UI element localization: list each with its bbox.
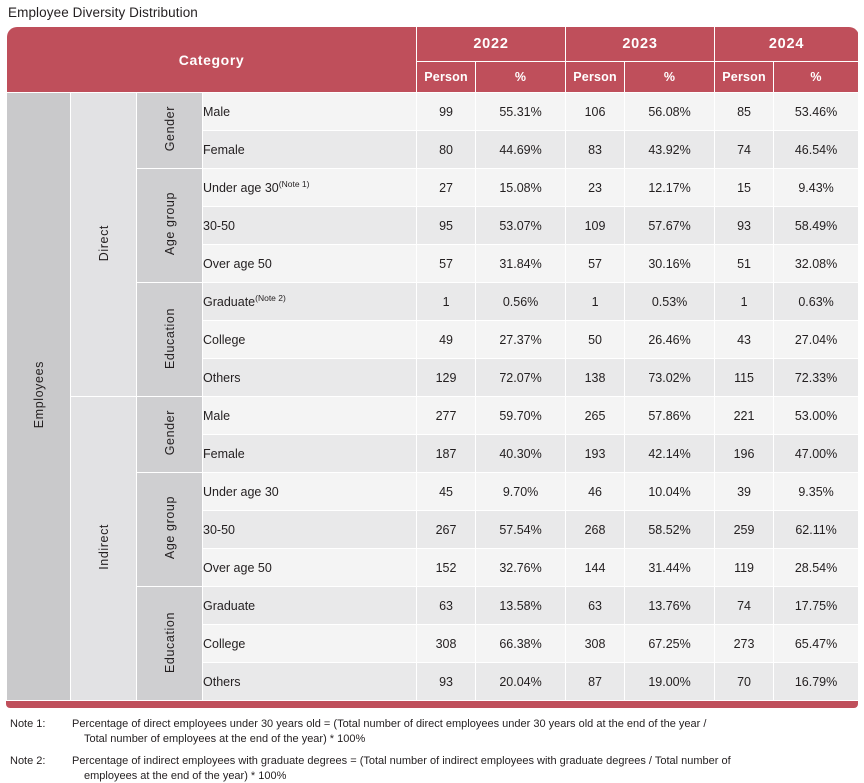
header-2022-percent: %: [476, 62, 566, 93]
cell-value: 119: [715, 549, 774, 587]
cell-value: 1: [417, 283, 476, 321]
footnote-2-text: [68, 754, 854, 783]
cell-value: 67.25%: [625, 625, 715, 663]
cell-value: 17.75%: [774, 587, 859, 625]
footnote-1-label: Note 1:: [10, 718, 46, 730]
cell-value: 19.00%: [625, 663, 715, 701]
cell-value: 106: [566, 93, 625, 131]
cell-value: 9.43%: [774, 169, 859, 207]
cell-value: 73.02%: [625, 359, 715, 397]
cell-value: 63: [566, 587, 625, 625]
cell-value: 15.08%: [476, 169, 566, 207]
cell-value: 187: [417, 435, 476, 473]
cell-value: 62.11%: [774, 511, 859, 549]
cell-value: 83: [566, 131, 625, 169]
header-2022-person: Person: [417, 62, 476, 93]
cell-value: 31.44%: [625, 549, 715, 587]
cell-value: 268: [566, 511, 625, 549]
table-header: [7, 27, 859, 93]
cell-value: 58.49%: [774, 207, 859, 245]
cell-value: 70: [715, 663, 774, 701]
cell-value: 53.46%: [774, 93, 859, 131]
rowgroup-direct-gender: Gender: [137, 93, 203, 169]
footnote-1: [10, 717, 854, 747]
cell-value: 265: [566, 397, 625, 435]
cell-value: 27: [417, 169, 476, 207]
cell-value: 109: [566, 207, 625, 245]
cell-value: 53.07%: [476, 207, 566, 245]
cell-value: 87: [566, 663, 625, 701]
cell-value: 31.84%: [476, 245, 566, 283]
header-2023-person: Person: [566, 62, 625, 93]
cell-value: 115: [715, 359, 774, 397]
cell-value: 193: [566, 435, 625, 473]
rowgroup-direct: Direct: [71, 93, 137, 397]
cell-value: 99: [417, 93, 476, 131]
cell-value: 23: [566, 169, 625, 207]
cell-value: 55.31%: [476, 93, 566, 131]
table-row: [7, 397, 859, 435]
cell-value: 74: [715, 131, 774, 169]
cell-value: 308: [417, 625, 476, 663]
table-bottom-accent-bar: [6, 701, 858, 708]
row-label: Others: [203, 663, 417, 701]
note-marker: (Note 1): [278, 179, 310, 190]
cell-value: 58.52%: [625, 511, 715, 549]
cell-value: 20.04%: [476, 663, 566, 701]
row-label: Male: [203, 93, 417, 131]
cell-value: 74: [715, 587, 774, 625]
row-label: Under age 30: [203, 473, 417, 511]
cell-value: 46.54%: [774, 131, 859, 169]
cell-value: 32.08%: [774, 245, 859, 283]
cell-value: 273: [715, 625, 774, 663]
row-label: Over age 50: [203, 549, 417, 587]
row-label: Graduate: [203, 587, 417, 625]
row-label: College: [203, 321, 417, 359]
cell-value: 144: [566, 549, 625, 587]
footnote-1-text: [68, 717, 854, 747]
cell-value: 44.69%: [476, 131, 566, 169]
row-label: Over age 50: [203, 245, 417, 283]
cell-value: 49: [417, 321, 476, 359]
rowgroup-indirect: Indirect: [71, 397, 137, 701]
cell-value: 63: [417, 587, 476, 625]
row-label: Others: [203, 359, 417, 397]
cell-value: 277: [417, 397, 476, 435]
cell-value: 30.16%: [625, 245, 715, 283]
cell-value: 16.79%: [774, 663, 859, 701]
cell-value: 59.70%: [476, 397, 566, 435]
footnotes: [6, 708, 858, 783]
cell-value: 57.54%: [476, 511, 566, 549]
cell-value: 0.63%: [774, 283, 859, 321]
diversity-table: [6, 26, 859, 701]
cell-value: 51: [715, 245, 774, 283]
rowgroup-indirect-education: Education: [137, 587, 203, 701]
cell-value: 0.56%: [476, 283, 566, 321]
cell-value: 152: [417, 549, 476, 587]
footnote-2: [10, 754, 854, 783]
header-year-2024: 2024: [715, 27, 859, 62]
header-year-2023: 2023: [566, 27, 715, 62]
cell-value: 50: [566, 321, 625, 359]
cell-value: 42.14%: [625, 435, 715, 473]
rowgroup-direct-age: Age group: [137, 169, 203, 283]
cell-value: 9.35%: [774, 473, 859, 511]
cell-value: 1: [715, 283, 774, 321]
cell-value: 10.04%: [625, 473, 715, 511]
cell-value: 196: [715, 435, 774, 473]
table-row: [7, 93, 859, 131]
header-2023-percent: %: [625, 62, 715, 93]
table-body: [7, 93, 859, 701]
row-label: Under age 30$^{(Note 1)}$: [203, 169, 417, 207]
rowgroup-employees: Employees: [7, 93, 71, 701]
cell-value: 57.67%: [625, 207, 715, 245]
cell-value: 45: [417, 473, 476, 511]
cell-value: 95: [417, 207, 476, 245]
rowgroup-direct-education: Education: [137, 283, 203, 397]
page-title: Employee Diversity Distribution: [8, 5, 198, 20]
note-marker: (Note 2): [255, 293, 286, 304]
cell-value: 267: [417, 511, 476, 549]
footnote-1-line2: Total number of employees at the end of the year) * 100%: [84, 732, 366, 745]
row-label: 30-50: [203, 511, 417, 549]
rowgroup-indirect-age: Age group: [137, 473, 203, 587]
cell-value: 72.07%: [476, 359, 566, 397]
cell-value: 47.00%: [774, 435, 859, 473]
cell-value: 66.38%: [476, 625, 566, 663]
header-row-years: [7, 27, 859, 62]
cell-value: 53.00%: [774, 397, 859, 435]
cell-value: 80: [417, 131, 476, 169]
cell-value: 138: [566, 359, 625, 397]
cell-value: 43: [715, 321, 774, 359]
cell-value: 40.30%: [476, 435, 566, 473]
cell-value: 72.33%: [774, 359, 859, 397]
cell-value: 93: [417, 663, 476, 701]
cell-value: 129: [417, 359, 476, 397]
footnote-1-line1: Percentage of direct employees under 30 years old = (Total number of direct employees under 30 years old at the end of the year /: [72, 718, 707, 730]
row-label: College: [203, 625, 417, 663]
cell-value: 26.46%: [625, 321, 715, 359]
footnote-2-line1: Percentage of indirect employees with graduate degrees = (Total number of indirect employees with graduate degrees / Total number of: [72, 754, 731, 767]
header-year-2022: 2022: [417, 27, 566, 62]
cell-value: 27.37%: [476, 321, 566, 359]
cell-value: 13.76%: [625, 587, 715, 625]
cell-value: 57.86%: [625, 397, 715, 435]
cell-value: 9.70%: [476, 473, 566, 511]
row-label: Graduate$^{(Note 2)}$: [203, 283, 417, 321]
row-label: Female: [203, 435, 417, 473]
footnote-2-line2: employees at the end of the year) * 100%: [84, 769, 287, 782]
rowgroup-indirect-gender: Gender: [137, 397, 203, 473]
cell-value: 15: [715, 169, 774, 207]
cell-value: 57: [566, 245, 625, 283]
cell-value: 0.53%: [625, 283, 715, 321]
cell-value: 39: [715, 473, 774, 511]
header-category: Category: [7, 27, 417, 93]
cell-value: 13.58%: [476, 587, 566, 625]
cell-value: 12.17%: [625, 169, 715, 207]
cell-value: 56.08%: [625, 93, 715, 131]
header-2024-person: Person: [715, 62, 774, 93]
cell-value: 27.04%: [774, 321, 859, 359]
cell-value: 32.76%: [476, 549, 566, 587]
cell-value: 28.54%: [774, 549, 859, 587]
header-2024-percent: %: [774, 62, 859, 93]
cell-value: 308: [566, 625, 625, 663]
cell-value: 65.47%: [774, 625, 859, 663]
row-label: Male: [203, 397, 417, 435]
row-label: 30-50: [203, 207, 417, 245]
cell-value: 93: [715, 207, 774, 245]
row-label: Female: [203, 131, 417, 169]
cell-value: 46: [566, 473, 625, 511]
cell-value: 259: [715, 511, 774, 549]
cell-value: 221: [715, 397, 774, 435]
cell-value: 85: [715, 93, 774, 131]
cell-value: 57: [417, 245, 476, 283]
footnote-2-label: Note 2:: [10, 754, 46, 767]
cell-value: 1: [566, 283, 625, 321]
cell-value: 43.92%: [625, 131, 715, 169]
